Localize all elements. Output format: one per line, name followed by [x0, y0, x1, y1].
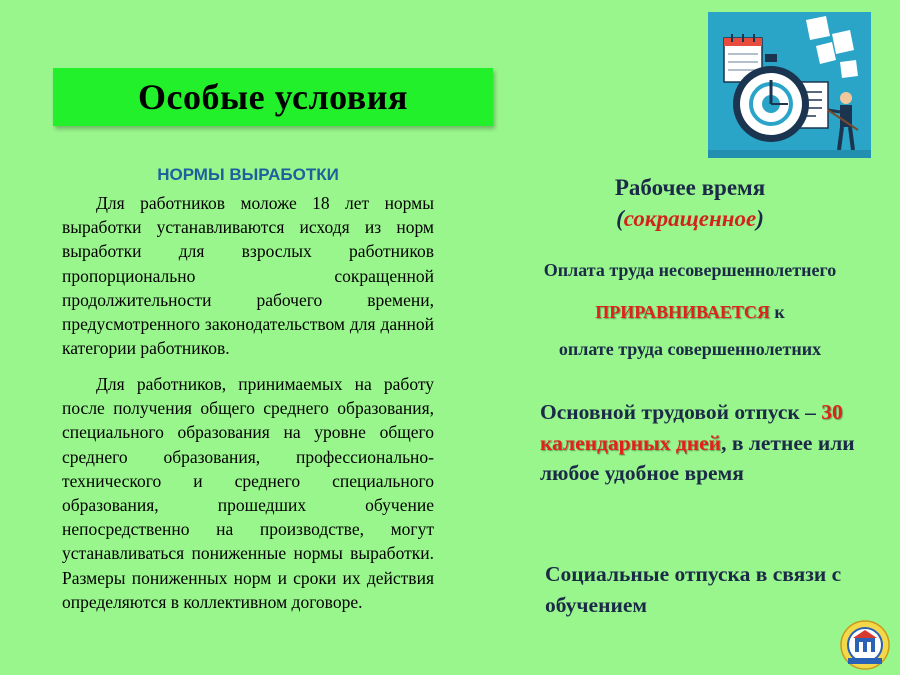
pay-after-highlight: к — [769, 302, 785, 322]
clock-documents-illustration — [708, 12, 871, 158]
page-title: Особые условия — [138, 77, 408, 117]
norms-heading: НОРМЫ ВЫРАБОТКИ — [157, 165, 339, 184]
emblem-logo — [840, 620, 890, 670]
paren-open: ( — [616, 206, 624, 231]
norms-paragraph-2: Для работников, принимаемых на работу после получения общего среднего образования, специального образования на уровне общего среднего образования, профессионально-технического и среднего специального образования, прошедших обучение непосредственно на производстве, могут устанавливаться пониженные нормы выработки. Размеры пониженных норм и сроки их действия определяются в коллективном договоре. — [62, 374, 434, 612]
pay-line-1: Оплата труда несовершеннолетнего — [543, 260, 837, 280]
vacation-block — [540, 397, 880, 489]
work-time-subtitle: сокращенное — [623, 206, 757, 231]
work-time-subtitle-line — [560, 203, 820, 234]
vacation-text-2: , в летнее или любое удобное время — [540, 430, 855, 485]
vacation-text-1: Основной трудовой отпуск – — [540, 400, 822, 424]
title-banner — [53, 68, 493, 126]
paren-close: ) — [756, 206, 764, 231]
work-time-block — [560, 172, 820, 234]
vacation-highlight: 30 календарных дней — [540, 400, 843, 455]
norms-paragraph-1: Для работников моложе 18 лет нормы выработки устанавливаются исходя из норм выработки для взрослых работников пропорционально сокращенной продолжительности рабочего времени, предусмотренного законодательством для данной категории работников. — [62, 193, 434, 359]
work-time-title: Рабочее время — [614, 175, 766, 200]
social-leave-text: Социальные отпуска в связи с обучением — [545, 562, 842, 617]
pay-line-2 — [480, 302, 900, 323]
pay-highlight: ПРИРАВНИВАЕТСЯ — [595, 302, 770, 322]
pay-line-3: оплате труда совершеннолетних — [558, 339, 822, 359]
